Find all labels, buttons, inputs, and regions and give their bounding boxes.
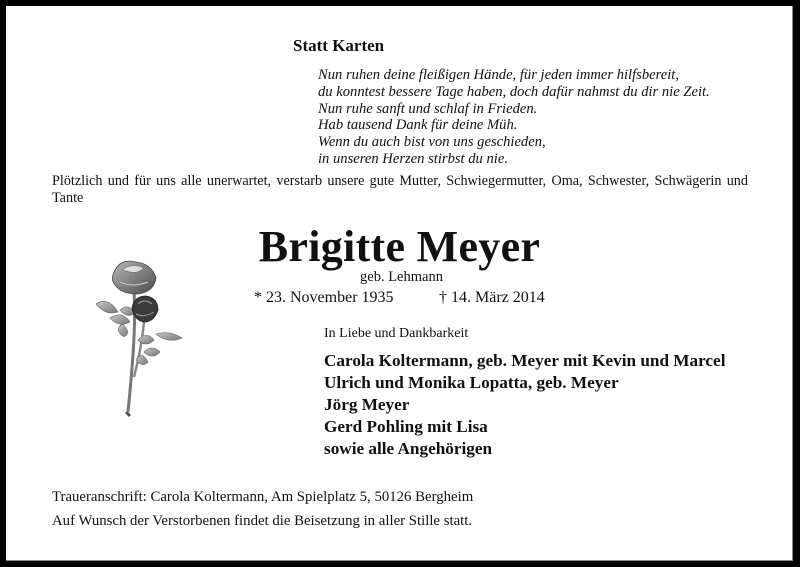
mourner: Gerd Pohling mit Lisa [324, 417, 488, 436]
poem-line: Hab tausend Dank für deine Müh. [318, 117, 518, 134]
poem-line: du konntest bessere Tage haben, doch dafür nahmst du dir nie Zeit. [318, 83, 710, 100]
birth-date: * 23. November 1935 [254, 289, 394, 306]
poem-line: Wenn du auch bist von uns geschieden, [318, 134, 546, 151]
deceased-name: Brigitte Meyer [258, 222, 541, 271]
mourners-list [324, 350, 725, 460]
poem-line: Nun ruhen deine fleißigen Hände, für jeden immer hilfsbereit, [318, 67, 679, 83]
mourner: Jörg Meyer [324, 395, 410, 414]
mourner: Carola Koltermann, geb. Meyer mit Kevin und Marcel [324, 351, 726, 370]
death-date: † 14. März 2014 [439, 289, 545, 306]
closing-phrase: In Liebe und Dankbarkeit [324, 326, 469, 341]
poem-line: in unseren Herzen stirbst du nie. [318, 150, 508, 167]
mourning-address: Traueranschrift: Carola Koltermann, Am Spielplatz 5, 50126 Bergheim [52, 489, 474, 505]
poem-line: Nun ruhe sanft und schlaf in Frieden. [318, 100, 538, 117]
obituary-notice [6, 6, 793, 561]
mourner: sowie alle Angehörigen [324, 439, 493, 458]
heading: Statt Karten [293, 36, 385, 55]
birth-name: geb. Lehmann [360, 269, 443, 285]
intro-text: Plötzlich und für uns alle unerwartet, verstarb unsere gute Mutter, Schwiegermutter, Oma, Schwester, Schwägerin und Tante [52, 173, 748, 206]
poem [318, 67, 710, 168]
mourner: Ulrich und Monika Lopatta, geb. Meyer [324, 373, 619, 392]
burial-note: Auf Wunsch der Verstorbenen findet die Beisetzung in aller Stille statt. [52, 513, 473, 529]
